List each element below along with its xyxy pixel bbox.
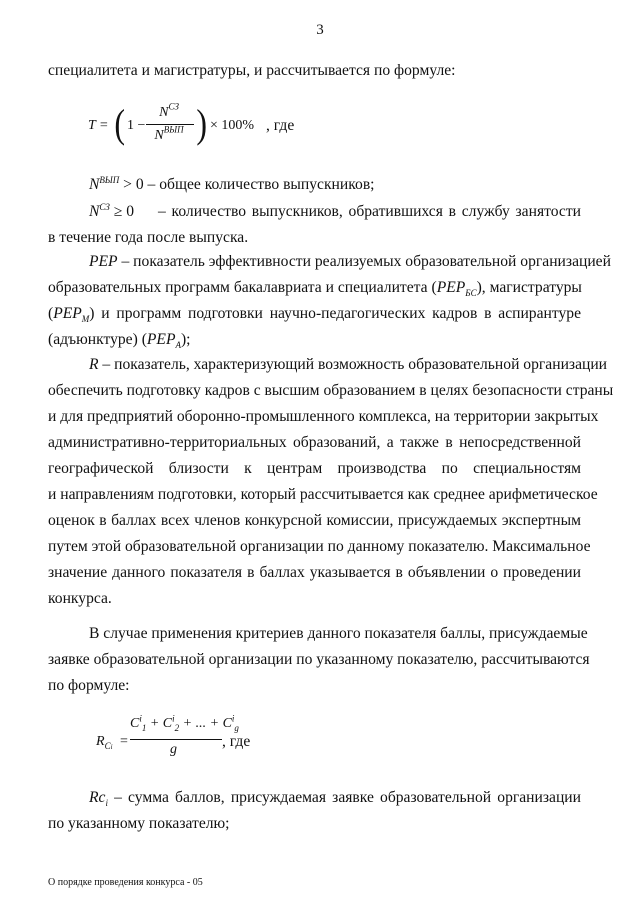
formula1-numerator: $N^{СЗ}$ <box>159 101 179 120</box>
text-line-n-vyp: $N^{ВЫП} > 0$ – общее количество выпускников; <box>89 174 375 193</box>
page-footer: О порядке проведения конкурса - 05 <box>48 877 203 888</box>
text-line-c-2: заявке образовательной организации по указанному показателю, рассчитываются <box>48 651 590 668</box>
page-number: 3 <box>316 22 324 38</box>
formula1-lhs: T = <box>88 118 109 133</box>
text-line-pep-1: PEP – показатель эффективности реализуемых образовательной организацией <box>89 253 611 270</box>
text-line-r-9: значение данного показателя в баллах указывается в объявлении о проведении <box>48 564 581 581</box>
formula2-equals: = <box>120 734 128 749</box>
formula2-numerator: $C^i_1 + C^i_2$ + ... + $C^i_g$ <box>130 713 239 733</box>
text-line-r-4: административно-территориальных образований, а также в непосредственной <box>48 434 581 451</box>
text-line-pep-3: $(PEP_М)$ и программ подготовки научно-педагогических кадров в аспирантуре <box>48 305 581 325</box>
formula1-denominator: $N^{ВЫП}$ <box>154 124 184 143</box>
text-line-r-1: R – показатель, характеризующий возможность образовательной организации <box>89 356 608 373</box>
text-line-r-5: географической близости к центрам производства по специальностям <box>48 460 581 477</box>
text-line-r-10: конкурса. <box>48 590 112 607</box>
text-line-pep-2: образовательных программ бакалавриата и специалитета $(PEP_{БС})$, магистратуры <box>48 279 582 299</box>
text-line-rc-1: $Rc_i$ – сумма баллов, присуждаемая заявке образовательной организации <box>89 789 581 809</box>
text-line-r-7: оценок в баллах всех членов конкурсной комиссии, присуждаемых экспертным <box>48 512 581 529</box>
text-line-c-3: по формуле: <box>48 677 130 694</box>
text-line-intro: специалитета и магистратуры, и рассчитывается по формуле: <box>48 62 456 79</box>
formula2-fraction-bar <box>130 739 222 740</box>
formula2-denominator: g <box>170 742 177 757</box>
text-line-r-2: обеспечить подготовку кадров с высшим образованием в целях безопасности страны <box>48 382 614 399</box>
text-line-n-sz-desc: – количество выпускников, обратившихся в службу занятости <box>158 203 581 220</box>
formula1-right-paren: ) <box>196 101 207 146</box>
text-line-pep-4: (адъюнктуре) $(PEP_А)$; <box>48 331 191 351</box>
text-line-rc-2: по указанному показателю; <box>48 815 230 832</box>
formula2-lhs: $R_{Ci}$ <box>96 734 113 751</box>
formula1-where: , где <box>266 117 295 134</box>
text-line-n-sz-symbol: $N^{СЗ} \ge 0$ <box>89 201 135 220</box>
text-line-r-6: и направлениям подготовки, который рассчитывается как среднее арифметическое <box>48 486 598 503</box>
formula1-times: × 100% <box>210 118 255 133</box>
formula1-left-paren: ( <box>114 101 125 146</box>
formula1-one-minus: 1 − <box>127 118 146 133</box>
text-line-c-1: В случае применения критериев данного показателя баллы, присуждаемые <box>89 625 588 642</box>
text-line-r-8: путем этой образовательной организации по данному показателю. Максимальное <box>48 538 591 555</box>
text-line-after-nsz: в течение года после выпуска. <box>48 229 249 246</box>
formula2-where: , где <box>222 733 251 750</box>
text-line-r-3: и для предприятий оборонно-промышленного комплекса, на территории закрытых <box>48 408 599 425</box>
